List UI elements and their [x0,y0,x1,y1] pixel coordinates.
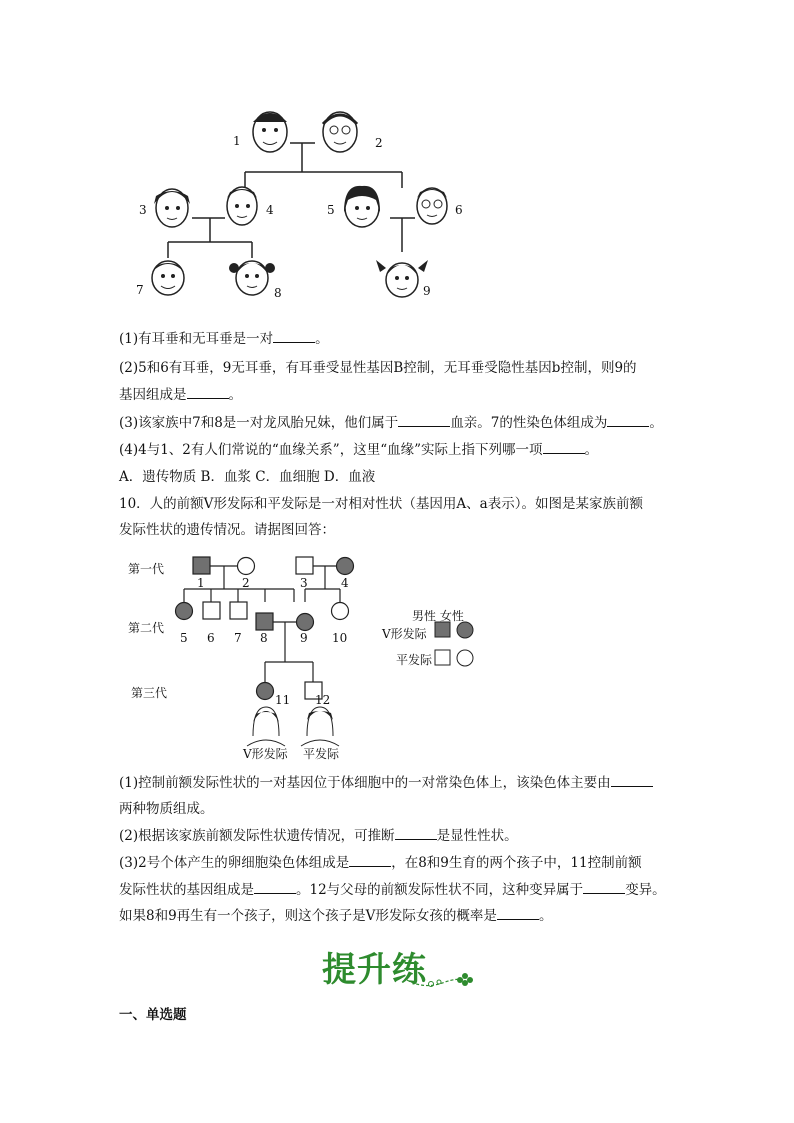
answer-blank[interactable] [497,906,539,920]
legend-v-label: V形发际 [382,627,427,641]
q10-stem-line1: 10．人的前额V形发际和平发际是一对相对性状（基因用A、a表示）。如图是某家族前额 [119,496,643,512]
legend-male-v [435,622,450,637]
q10-part3-line3: 如果8和9再生有一个孩子，则这个孩子是V形发际女孩的概率是 。 [119,908,553,924]
family-num-9: 9 [423,284,431,298]
individual-9-female-v [297,614,314,631]
q9-part2-line1: (2)5和6有耳垂，9无耳垂，有耳垂受显性基因B控制，无耳垂受隐性基因b控制，则9的 [119,360,637,376]
individual-5-female-v [176,603,193,620]
individual-8-male-v [256,613,273,630]
person-1-face [253,112,287,152]
individual-6-male-flat [203,602,220,619]
child-12-label: 平发际 [303,747,340,761]
pedigree-gen1-label: 第一代 [128,562,165,576]
family-num-1: 1 [233,134,241,148]
answer-blank[interactable] [607,413,649,427]
pedigree-num-8: 8 [260,631,268,645]
q10-part3-line1: (3)2号个体产生的卵细胞染色体组成是 ，在8和9生育的两个孩子中，11控制前额 [119,855,642,871]
pedigree-num-7: 7 [234,631,242,645]
q9-part3: (3)该家族中7和8是一对龙凤胎兄妹，他们属于 血亲。7的性染色体组成为 。 [119,415,663,431]
individual-3-male-flat [296,557,313,574]
family-num-2: 2 [375,136,383,150]
pedigree-num-9: 9 [300,631,308,645]
practice-logo: 提升练 [322,950,427,990]
family-num-7: 7 [136,283,144,297]
answer-blank[interactable] [273,329,315,343]
answer-blank[interactable] [543,440,585,454]
q10-part1-line1: (1)控制前额发际性状的一对基因位于体细胞中的一对常染色体上，该染色体主要由 [119,773,653,793]
pedigree-gen2-label: 第二代 [128,621,165,635]
family-num-3: 3 [139,203,147,217]
pedigree-num-4: 4 [341,576,349,590]
person-3-face [154,189,190,227]
answer-blank[interactable] [611,773,653,787]
pedigree-num-3: 3 [300,576,308,590]
pedigree-gen3-label: 第三代 [131,686,168,700]
pedigree-num-5: 5 [180,631,188,645]
person-7-face [152,261,184,295]
individual-2-female-flat [238,558,255,575]
individual-7-male-flat [230,602,247,619]
person-9-face [376,260,428,297]
individual-10-female-flat [332,603,349,620]
answer-blank[interactable] [187,385,229,399]
individual-1-male-v [193,557,210,574]
q9-part1: (1)有耳垂和无耳垂是一对 。 [119,331,329,347]
child-11-face-icon [247,707,285,746]
pedigree-num-12: 12 [315,693,331,707]
person-2-face [323,112,357,152]
family-tree-figure [130,100,470,305]
family-num-4: 4 [266,203,274,217]
q10-stem-line2: 发际性状的遗传情况。请据图回答： [119,522,335,538]
q10-part1-line2: 两种物质组成。 [119,801,214,817]
pedigree-num-11: 11 [275,693,291,707]
family-num-8: 8 [274,286,282,300]
individual-4-female-v [337,558,354,575]
answer-blank[interactable] [583,880,625,894]
child-11-label: V形发际 [243,747,288,761]
person-4-face [227,187,257,225]
legend-female-v [457,622,473,638]
person-6-face [417,188,447,224]
legend-male-female-label: 男性 女性 [412,609,464,623]
family-num-6: 6 [455,203,463,217]
q10-part3-line2: 发际性状的基因组成是 。12与父母的前额发际性状不同，这种变异属于 变异。 [119,882,666,898]
legend-male-flat [435,650,450,665]
answer-blank[interactable] [254,880,296,894]
logo-decoration-icon [405,968,475,990]
pedigree-num-2: 2 [242,576,250,590]
individual-11-female-v [257,683,274,700]
q9-options: A．遗传物质 B．血浆 C．血细胞 D．血液 [119,469,376,485]
q9-part4: (4)4与1、2有人们常说的“血缘关系”，这里“血缘”实际上指下列哪一项 。 [119,442,598,458]
answer-blank[interactable] [395,826,437,840]
answer-blank[interactable] [349,853,391,867]
pedigree-num-1: 1 [197,576,205,590]
legend-flat-label: 平发际 [396,653,433,667]
q9-part2-line2: 基因组成是 。 [119,387,242,403]
person-5-face [344,186,380,227]
section-title: 一、单选题 [119,1007,187,1023]
answer-blank[interactable] [398,413,450,427]
pedigree-num-6: 6 [207,631,215,645]
family-num-5: 5 [327,203,335,217]
q10-part2: (2)根据该家族前额发际性状遗传情况，可推断 是显性性状。 [119,828,518,844]
legend-female-flat [457,650,473,666]
person-8-face [229,261,275,295]
child-12-face-icon [301,707,339,746]
pedigree-num-10: 10 [332,631,348,645]
